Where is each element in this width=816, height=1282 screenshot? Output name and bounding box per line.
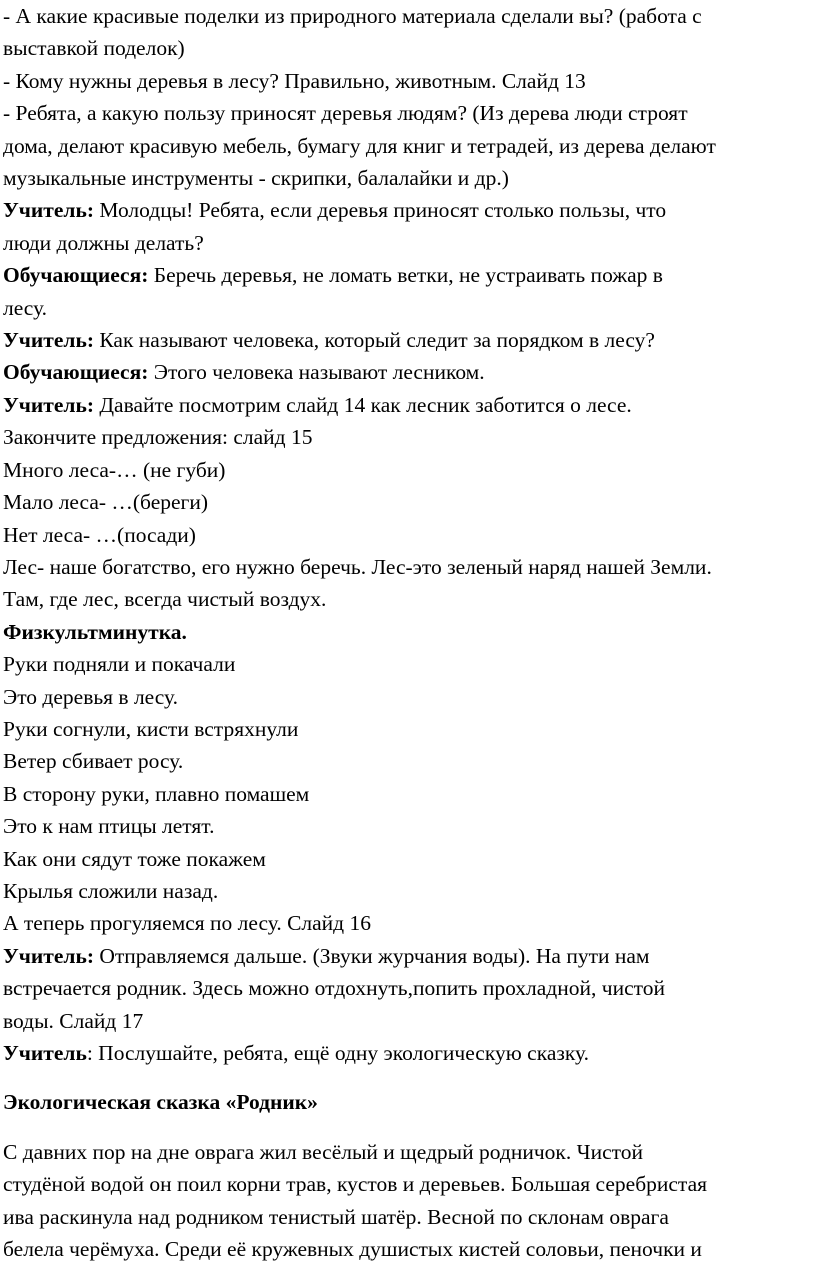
text-line [3,583,816,615]
text-line [3,681,816,713]
speaker-label: Обучающиеся: [3,360,149,385]
text-line [3,0,816,32]
text-line [3,810,816,842]
text-line [3,356,816,388]
line-text: музыкальные инструменты - скрипки, балалайки и др.) [3,166,509,191]
speaker-label: Учитель: [3,198,94,223]
line-text: А теперь прогуляемся по лесу. Слайд 16 [3,911,371,936]
text-line [3,907,816,939]
line-text: встречается родник. Здесь можно отдохнуть,попить прохладной, чистой [3,976,665,1001]
line-text: дома, делают красивую мебель, бумагу для книг и тетрадей, из дерева делают [3,133,716,158]
line-text: Как называют человека, который следит за порядком в лесу? [94,328,655,353]
line-text: В сторону руки, плавно помашем [3,781,310,806]
text-line [3,421,816,453]
section-heading: Физкультминутка. [3,619,187,644]
tale-line: С давних пор на дне оврага жил весёлый и щедрый родничок. Чистой [3,1139,643,1164]
tale-text [3,1136,816,1266]
line-text: Закончите предложения: слайд 15 [3,425,313,450]
text-line [3,616,816,648]
text-line [3,454,816,486]
text-line [3,648,816,680]
text-line [3,227,816,259]
text-line [3,843,816,875]
line-text: Это деревья в лесу. [3,684,178,709]
text-line [3,194,816,226]
line-text: : Послушайте, ребята, ещё одну экологическую сказку. [86,1041,589,1065]
text-line [3,292,816,324]
line-text: Давайте посмотрим слайд 14 как лесник заботится о лесе. [94,392,632,417]
text-line [3,745,816,777]
line-text: - Ребята, а какую пользу приносят деревья людям? (Из дерева люди строят [3,101,688,126]
text-line [3,324,816,356]
line-text: Как они сядут тоже покажем [3,846,266,871]
text-line [3,551,816,583]
text-line [3,940,816,972]
text-line [3,1005,816,1037]
line-text: Лес- наше богатство, его нужно беречь. Лес-это зеленый наряд нашей Земли. [3,554,712,579]
text-line [3,65,816,97]
line-text: - Кому нужны деревья в лесу? Правильно, животным. Слайд 13 [3,68,586,93]
line-text: Беречь деревья, не ломать ветки, не устраивать пожар в [148,263,663,288]
line-text: - А какие красивые поделки из природного материала сделали вы? (работа с [3,4,702,28]
line-text: Отправляемся дальше. (Звуки журчания воды). На пути нам [94,943,650,968]
line-text: Руки подняли и покачали [3,652,236,677]
line-text: Много леса-… (не губи) [3,457,226,482]
text-line [3,32,816,64]
line-text: Мало леса- …(береги) [3,490,209,515]
text-line [3,1037,816,1069]
line-text: Руки согнули, кисти встряхнули [3,716,299,741]
speaker-label: Обучающиеся: [3,263,149,288]
lesson-transcript [3,0,816,1069]
text-line [3,875,816,907]
line-text: Этого человека называют лесником. [148,360,485,385]
text-line [3,713,816,745]
text-line [3,486,816,518]
line-text: Ветер сбивает росу. [3,749,184,774]
text-line [3,519,816,551]
text-line [3,389,816,421]
text-line [3,778,816,810]
text-line [3,130,816,162]
text-line [3,259,816,291]
speaker-label: Учитель [3,1041,87,1065]
line-text: воды. Слайд 17 [3,1008,144,1033]
tale-line: ива раскинула над родником тенистый шатёр. Весной по склонам оврага [3,1204,669,1229]
line-text: Нет леса- …(посади) [3,522,196,547]
line-text: выставкой поделок) [3,36,185,61]
text-line [3,972,816,1004]
line-text: люди должны делать? [3,230,204,255]
speaker-label: Учитель: [3,392,94,417]
speaker-label: Учитель: [3,328,94,353]
line-text: Там, где лес, всегда чистый воздух. [3,587,327,612]
tale-line: белела черёмуха. Среди её кружевных душистых кистей соловьи, пеночки и [3,1237,702,1262]
tale-line: студёной водой он поил корни трав, кустов и деревьев. Большая серебристая [3,1172,708,1197]
tale-heading: Экологическая сказка «Родник» [3,1090,318,1115]
line-text: лесу. [3,295,48,320]
spacer [3,1119,816,1136]
speaker-label: Учитель: [3,943,94,968]
line-text: Это к нам птицы летят. [3,814,215,839]
text-line [3,162,816,194]
line-text: Крылья сложили назад. [3,878,219,903]
text-line [3,97,816,129]
spacer [3,1069,816,1086]
line-text: Молодцы! Ребята, если деревья приносят столько пользы, что [94,198,667,223]
